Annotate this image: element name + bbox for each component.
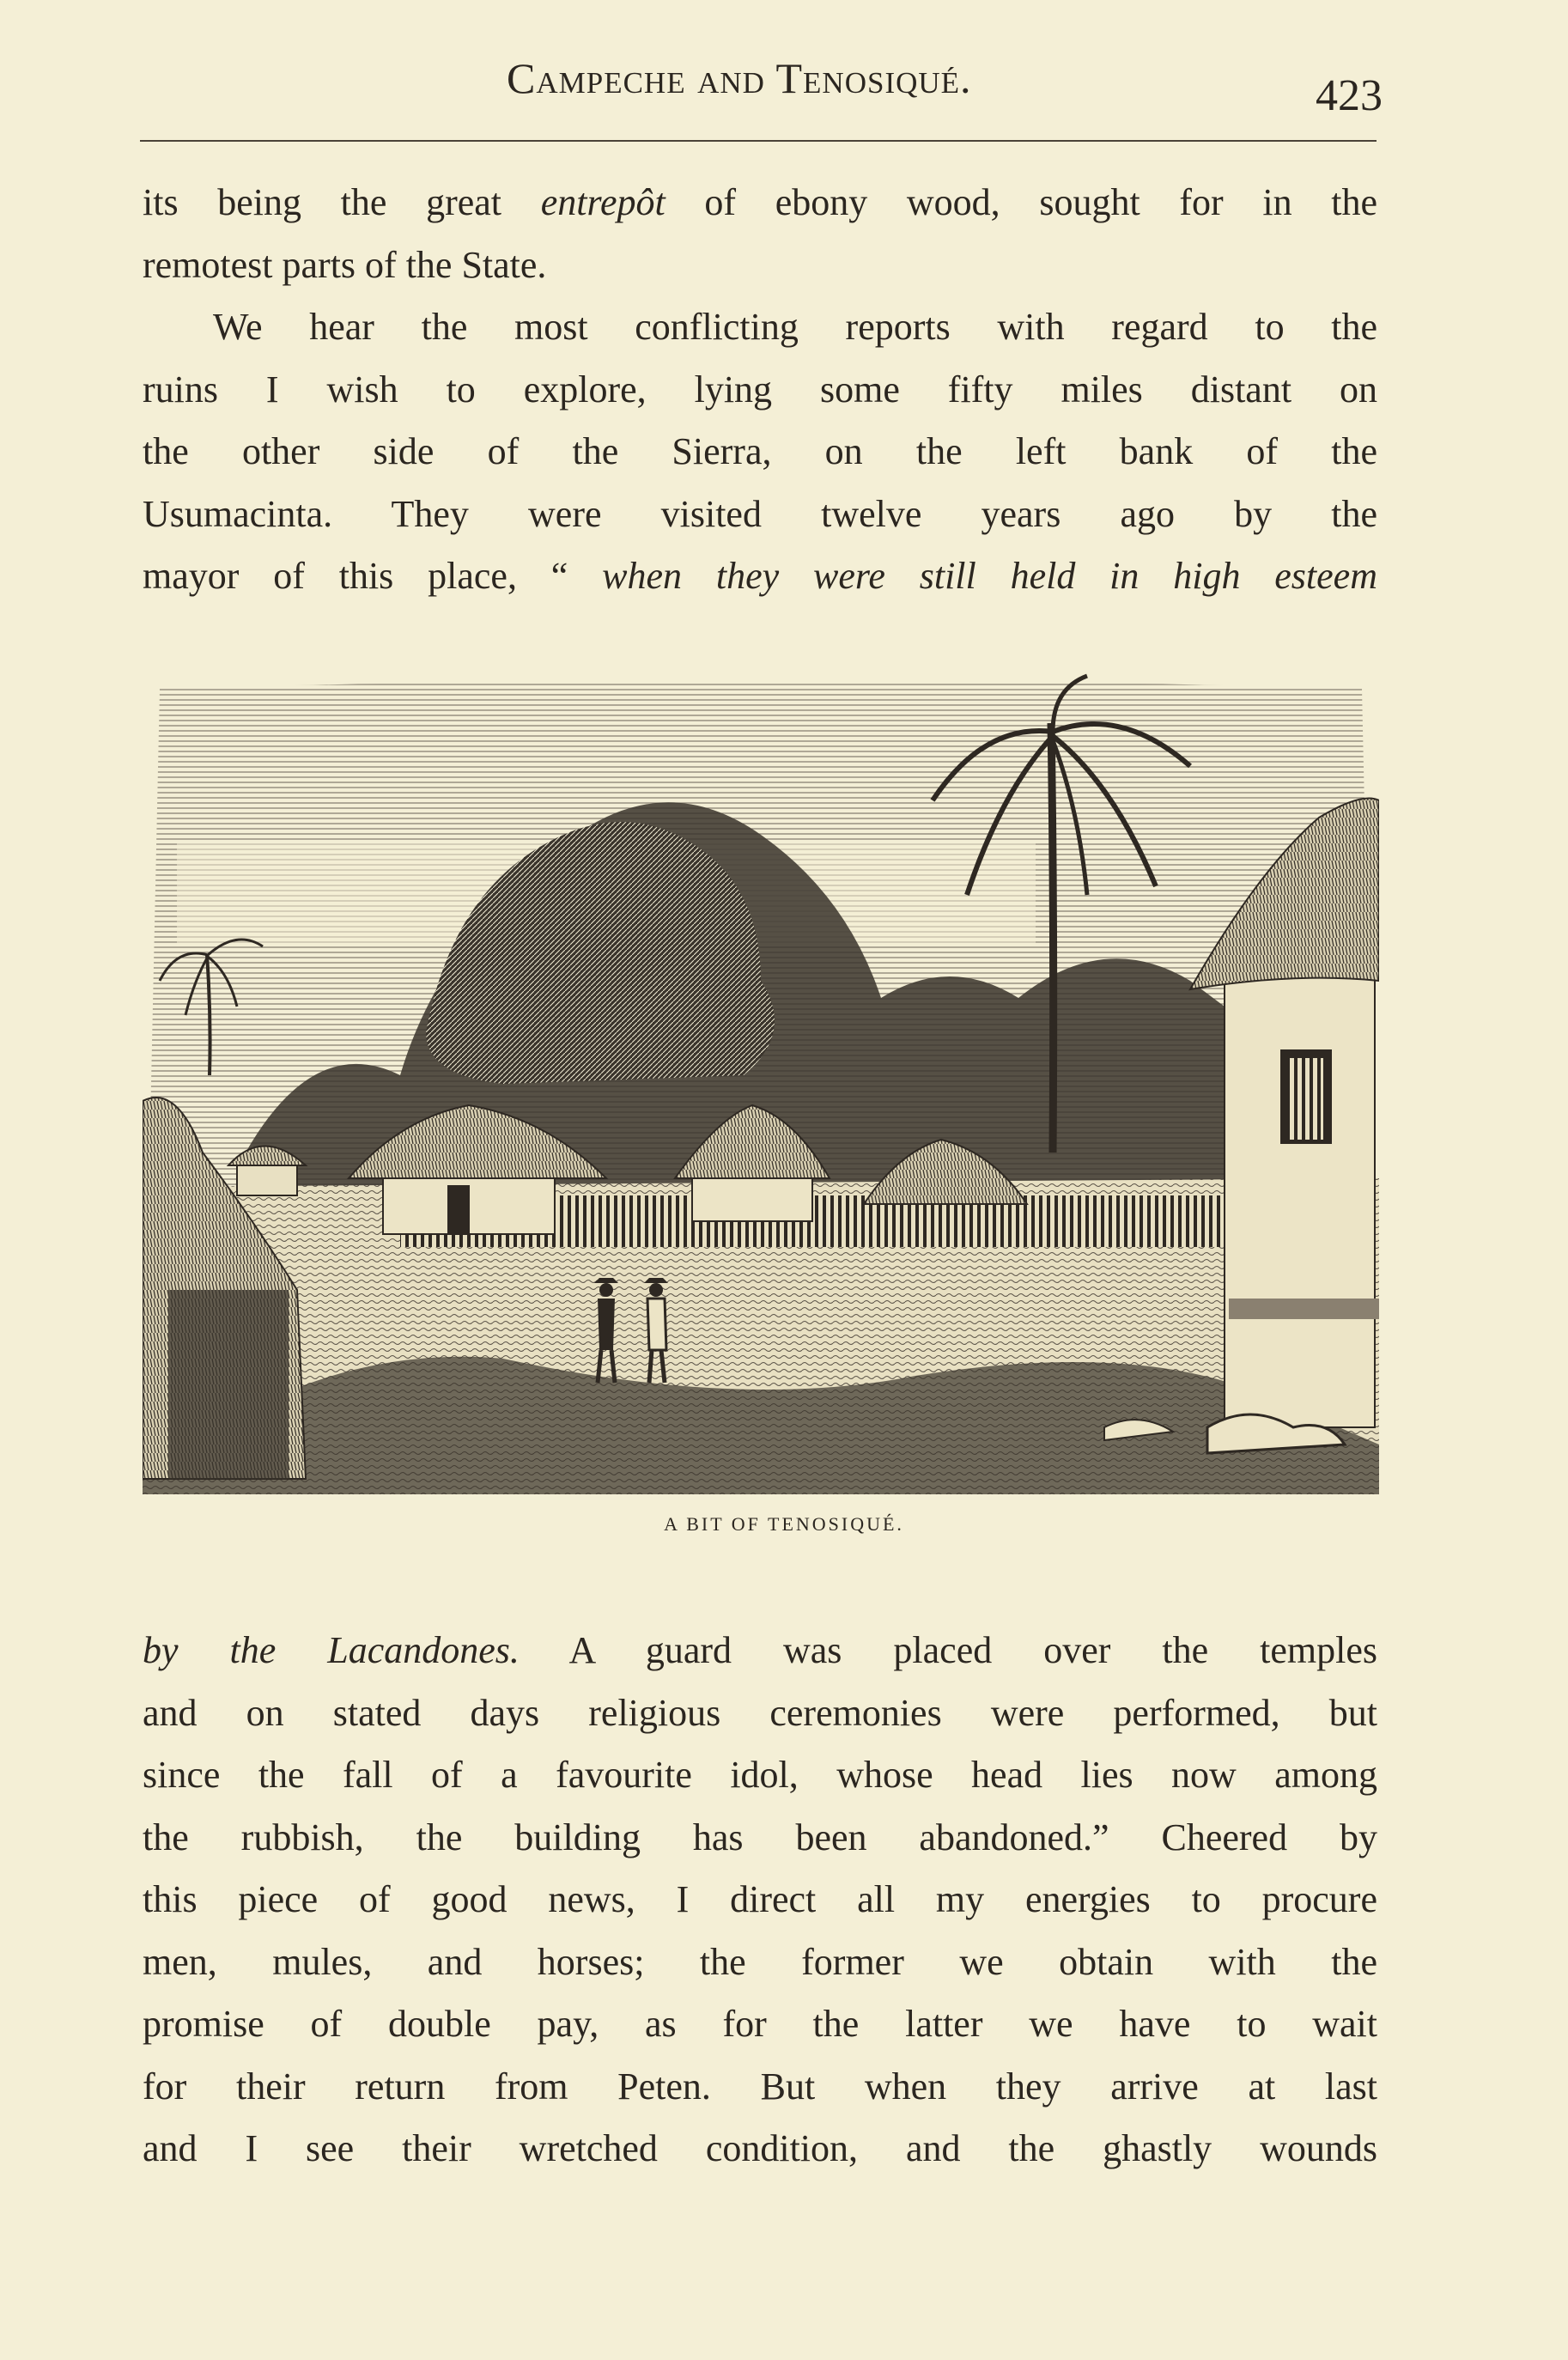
text-line: and I see their wretched condition, and the ghastly wounds bbox=[143, 2127, 1377, 2169]
text-line: ruins I wish to explore, lying some fifty miles distant on bbox=[143, 368, 1377, 411]
body-text-bottom bbox=[143, 1620, 1377, 2181]
figure-caption: A BIT OF TENOSIQUÉ. bbox=[664, 1513, 904, 1535]
text-line: for their return from Peten. But when they arrive at last bbox=[143, 2065, 1377, 2108]
text-line: We hear the most conflicting reports with regard to the bbox=[213, 306, 1377, 348]
text-line: the other side of the Sierra, on the left bank of the bbox=[143, 430, 1377, 472]
text-line: promise of double pay, as for the latter we have to wait bbox=[143, 2003, 1377, 2045]
text-line: and on stated days religious ceremonies were performed, but bbox=[143, 1691, 1377, 1734]
text-line: Usumacinta. They were visited twelve years ago by the bbox=[143, 492, 1377, 535]
running-title: Campeche and Tenosiqué. bbox=[507, 54, 972, 102]
page-number: 423 bbox=[1316, 71, 1383, 120]
body-text-top bbox=[143, 172, 1377, 608]
text-line: this piece of good news, I direct all my energies to procure bbox=[143, 1878, 1377, 1920]
header-rule bbox=[140, 140, 1377, 142]
text-line: its being the great entrepôt of ebony wood, sought for in the bbox=[143, 181, 1377, 223]
text-line: the rubbish, the building has been abandoned.” Cheered by bbox=[143, 1816, 1377, 1858]
text-line: by the Lacandones. A guard was placed over the temples bbox=[143, 1629, 1377, 1671]
text-line: remotest parts of the State. bbox=[143, 243, 547, 286]
text-line: men, mules, and horses; the former we obtain with the bbox=[143, 1940, 1377, 1983]
engraving-illustration bbox=[143, 672, 1379, 1494]
text-line: mayor of this place, “ when they were still held in high esteem bbox=[143, 555, 1377, 597]
text-line: since the fall of a favourite idol, whose head lies now among bbox=[143, 1754, 1377, 1796]
